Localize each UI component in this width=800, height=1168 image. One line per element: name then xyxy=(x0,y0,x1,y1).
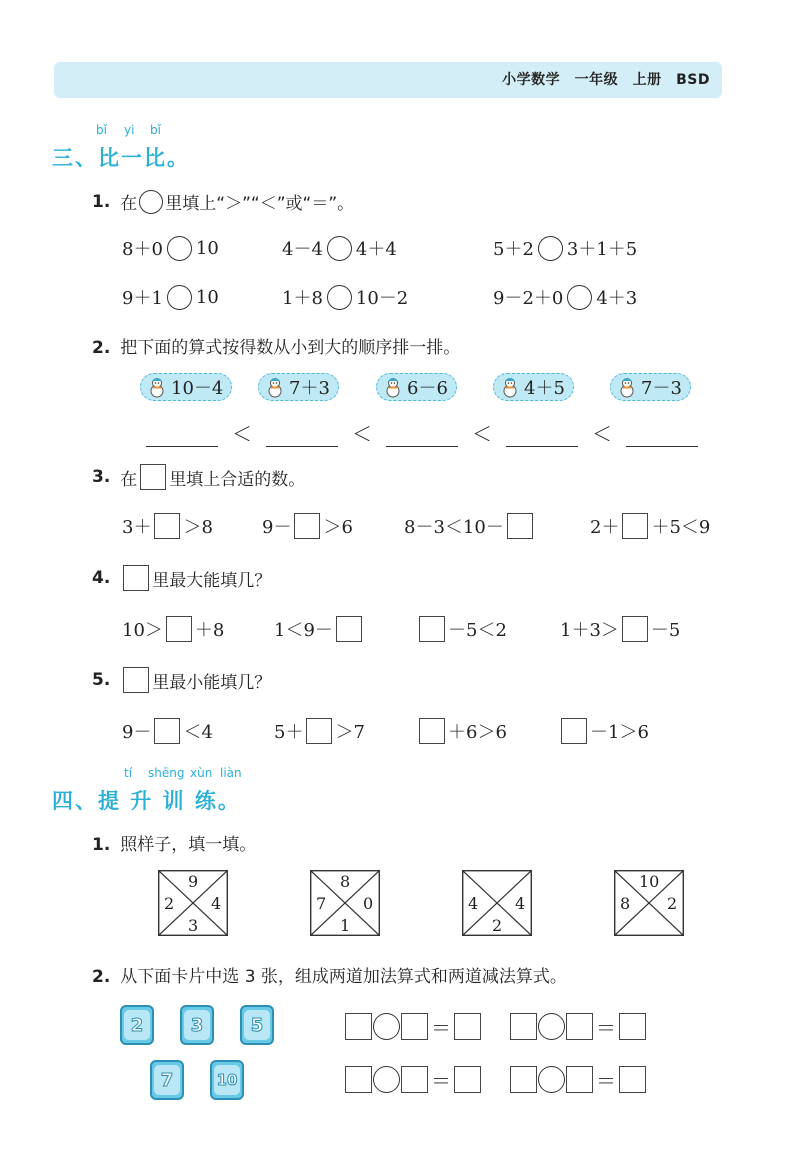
square-right-number[interactable]: 2 xyxy=(667,894,678,913)
inequality-expr xyxy=(274,718,365,744)
answer-box[interactable] xyxy=(622,616,648,642)
answer-box[interactable] xyxy=(306,718,332,744)
section3-pinyin-3: bǐ xyxy=(150,123,161,137)
expression-text: 10－4 xyxy=(171,378,224,399)
expr-part: ＋6＞6 xyxy=(448,722,507,743)
operator-circle[interactable] xyxy=(373,1066,400,1093)
snowman-icon xyxy=(498,375,522,399)
answer-blank[interactable] xyxy=(146,428,218,447)
answer-box[interactable] xyxy=(510,1013,537,1040)
answer-blank[interactable] xyxy=(626,428,698,447)
expr-part: ＋8 xyxy=(194,620,225,641)
expression-tag xyxy=(258,373,339,401)
answer-circle[interactable] xyxy=(567,285,592,310)
equals-sign: ＝ xyxy=(596,1016,616,1040)
answer-box[interactable] xyxy=(561,718,587,744)
expr-part: ＋5＜9 xyxy=(651,517,711,538)
expression-text: 7＋3 xyxy=(289,378,330,399)
inequality-expr xyxy=(274,616,365,642)
q1-prompt xyxy=(92,189,354,214)
snowman-icon xyxy=(615,375,639,399)
equation-template xyxy=(345,1012,481,1041)
answer-box[interactable] xyxy=(419,718,445,744)
expr-part: 8－3＜10－ xyxy=(404,517,504,538)
compare-expr xyxy=(493,284,637,310)
q5-text: 里最小能填几？ xyxy=(152,672,272,693)
expression-tag xyxy=(610,373,691,401)
answer-box[interactable] xyxy=(619,1066,646,1093)
expr-part: 10＞ xyxy=(122,620,163,641)
expr-part: －5＜2 xyxy=(448,620,507,641)
section4-pinyin-1: tí xyxy=(124,766,133,780)
diagonal-square xyxy=(614,870,684,936)
section3-title: 三、比一比。 xyxy=(52,146,190,170)
expr-part: ＜4 xyxy=(183,722,213,743)
s4-q1-text: 照样子，填一填。 xyxy=(120,835,257,855)
square-left-number[interactable]: 4 xyxy=(468,894,479,913)
expression-text: 7－3 xyxy=(641,378,682,399)
snowman-icon xyxy=(263,375,287,399)
question-number: 2. xyxy=(92,967,111,987)
square-top-number[interactable]: 10 xyxy=(639,872,660,891)
expr-part: 5＋ xyxy=(274,722,304,743)
q1-text-b: 里填上“＞”“＜”或“＝”。 xyxy=(165,194,355,214)
q3-text-b: 里填上合适的数。 xyxy=(169,469,306,490)
square-left-number[interactable]: 7 xyxy=(316,894,327,913)
card-number: 2 xyxy=(124,1010,150,1040)
equals-sign: ＝ xyxy=(596,1069,616,1093)
square-bottom-number[interactable]: 3 xyxy=(188,916,199,935)
equation-template xyxy=(345,1065,481,1094)
answer-circle[interactable] xyxy=(327,236,352,261)
q4-prompt xyxy=(92,565,271,591)
compare-expr xyxy=(122,235,219,261)
expression-text: 6－6 xyxy=(407,378,448,399)
q2-prompt xyxy=(92,333,460,358)
expr-right: 4＋3 xyxy=(596,288,638,309)
square-bottom-number[interactable]: 1 xyxy=(340,916,351,935)
square-bottom-number[interactable]: 2 xyxy=(492,916,503,935)
equation-template xyxy=(510,1065,646,1094)
header-text: 小学数学 一年级 上册 BSD xyxy=(502,72,710,88)
inequality-expr xyxy=(122,513,213,539)
section3-pinyin-2: yi xyxy=(124,123,135,137)
diagonal-square xyxy=(158,870,228,936)
answer-box[interactable] xyxy=(619,1013,646,1040)
inequality-expr xyxy=(262,513,353,539)
card-number: 10 xyxy=(214,1065,240,1095)
s4-q2-text: 从下面卡片中选 3 张，组成两道加法算式和两道减法算式。 xyxy=(120,967,567,987)
number-card[interactable] xyxy=(240,1005,274,1045)
answer-box[interactable] xyxy=(345,1066,372,1093)
expr-part: －1＞6 xyxy=(590,722,649,743)
answer-box[interactable] xyxy=(401,1013,428,1040)
answer-box xyxy=(123,565,149,591)
less-than: ＜ xyxy=(472,422,492,446)
operator-circle[interactable] xyxy=(373,1013,400,1040)
expr-part: 1＜9－ xyxy=(274,620,333,641)
q1-text-a: 在 xyxy=(120,194,138,214)
expr-left: 1＋8 xyxy=(282,288,323,309)
expr-part: 9－ xyxy=(262,517,292,538)
answer-box[interactable] xyxy=(507,513,533,539)
expr-part: －5 xyxy=(650,620,681,641)
diagonal-square xyxy=(310,870,380,936)
expression-text: 4＋5 xyxy=(524,378,565,399)
answer-box[interactable] xyxy=(401,1066,428,1093)
answer-box[interactable] xyxy=(622,513,648,539)
question-number: 5. xyxy=(92,670,111,690)
operator-circle[interactable] xyxy=(538,1013,565,1040)
square-left-number[interactable]: 8 xyxy=(620,894,631,913)
card-number: 7 xyxy=(154,1065,180,1095)
q3-prompt xyxy=(92,464,305,490)
square-left-number[interactable]: 2 xyxy=(164,894,175,913)
compare-expr xyxy=(282,235,397,261)
expr-left: 5＋2 xyxy=(493,239,534,260)
expression-tag xyxy=(140,373,232,401)
expr-left: 8＋0 xyxy=(122,239,163,260)
inequality-expr xyxy=(122,718,213,744)
inequality-expr xyxy=(404,513,536,539)
answer-blank[interactable] xyxy=(506,428,578,447)
card-number: 5 xyxy=(244,1010,270,1040)
answer-circle[interactable] xyxy=(167,236,192,261)
less-than: ＜ xyxy=(592,422,612,446)
less-than: ＜ xyxy=(352,422,372,446)
answer-circle[interactable] xyxy=(538,236,563,261)
square-right-number[interactable]: 0 xyxy=(363,894,374,913)
diagonal-square xyxy=(462,870,532,936)
expr-part: 9－ xyxy=(122,722,152,743)
q5-prompt xyxy=(92,667,271,693)
expression-tag xyxy=(493,373,574,401)
question-number: 2. xyxy=(92,338,111,358)
section4-pinyin-4: liàn xyxy=(220,766,242,780)
answer-box[interactable] xyxy=(336,616,362,642)
section4-pinyin-3: xùn xyxy=(190,766,213,780)
inequality-expr xyxy=(560,616,680,642)
section4-title: 四、提 升 训 练。 xyxy=(52,789,241,813)
snowman-icon xyxy=(145,375,169,399)
question-number: 1. xyxy=(92,191,111,212)
expr-left: 4－4 xyxy=(282,239,323,260)
s4-q2-prompt xyxy=(92,962,567,987)
answer-box[interactable] xyxy=(166,616,192,642)
answer-box[interactable] xyxy=(294,513,320,539)
answer-box[interactable] xyxy=(566,1066,593,1093)
number-card[interactable] xyxy=(180,1005,214,1045)
expr-part: ＞6 xyxy=(323,517,353,538)
less-than: ＜ xyxy=(232,422,252,446)
operator-circle[interactable] xyxy=(538,1066,565,1093)
section3-pinyin-1: bǐ xyxy=(96,123,107,137)
compare-expr xyxy=(282,284,408,310)
equals-sign: ＝ xyxy=(431,1016,451,1040)
expr-part: ＞7 xyxy=(335,722,365,743)
inequality-expr xyxy=(558,718,649,744)
equals-sign: ＝ xyxy=(431,1069,451,1093)
question-number: 3. xyxy=(92,467,111,487)
card-number: 3 xyxy=(184,1010,210,1040)
expr-right: 4＋4 xyxy=(355,239,397,260)
answer-blank[interactable] xyxy=(386,428,458,447)
answer-circle[interactable] xyxy=(327,285,352,310)
equation-template xyxy=(510,1012,646,1041)
expr-right: 10－2 xyxy=(355,288,409,309)
square-top-number[interactable]: 9 xyxy=(188,872,199,891)
expr-left: 9＋1 xyxy=(122,288,163,309)
inequality-expr xyxy=(590,513,710,539)
number-card[interactable] xyxy=(120,1005,154,1045)
answer-circle[interactable] xyxy=(167,285,192,310)
number-card[interactable] xyxy=(150,1060,184,1100)
inequality-expr xyxy=(416,718,507,744)
answer-box[interactable] xyxy=(154,513,180,539)
page-header xyxy=(54,62,722,98)
expr-right: 10 xyxy=(195,237,219,259)
answer-box[interactable] xyxy=(419,616,445,642)
ordering-row xyxy=(146,418,698,447)
answer-box[interactable] xyxy=(566,1013,593,1040)
answer-circle xyxy=(139,190,163,214)
square-top-number[interactable]: 8 xyxy=(340,872,351,891)
answer-box xyxy=(123,667,149,693)
s4-q1-prompt xyxy=(92,830,256,855)
answer-box[interactable] xyxy=(345,1013,372,1040)
answer-box xyxy=(140,464,166,490)
expr-right: 3＋1＋5 xyxy=(566,239,638,260)
answer-box[interactable] xyxy=(510,1066,537,1093)
expr-part: ＞8 xyxy=(183,517,213,538)
section4-pinyin-2: shēng xyxy=(148,766,185,780)
expr-part: 2＋ xyxy=(590,517,620,538)
q3-text-a: 在 xyxy=(120,469,138,490)
square-right-number[interactable]: 4 xyxy=(515,894,526,913)
inequality-expr xyxy=(416,616,507,642)
square-right-number[interactable]: 4 xyxy=(211,894,222,913)
expr-right: 10 xyxy=(195,286,219,308)
compare-expr xyxy=(493,235,637,261)
expr-part: 3＋ xyxy=(122,517,152,538)
question-number: 1. xyxy=(92,835,111,855)
expr-left: 9－2＋0 xyxy=(493,288,564,309)
expr-part: 1＋3＞ xyxy=(560,620,619,641)
inequality-expr xyxy=(122,616,224,642)
answer-box[interactable] xyxy=(454,1013,481,1040)
question-number: 4. xyxy=(92,568,111,588)
expression-tag xyxy=(376,373,457,401)
number-card[interactable] xyxy=(210,1060,244,1100)
q2-text: 把下面的算式按得数从小到大的顺序排一排。 xyxy=(120,338,461,358)
snowman-icon xyxy=(381,375,405,399)
answer-box[interactable] xyxy=(454,1066,481,1093)
answer-box[interactable] xyxy=(154,718,180,744)
answer-blank[interactable] xyxy=(266,428,338,447)
compare-expr xyxy=(122,284,219,310)
q4-text: 里最大能填几？ xyxy=(152,570,272,591)
